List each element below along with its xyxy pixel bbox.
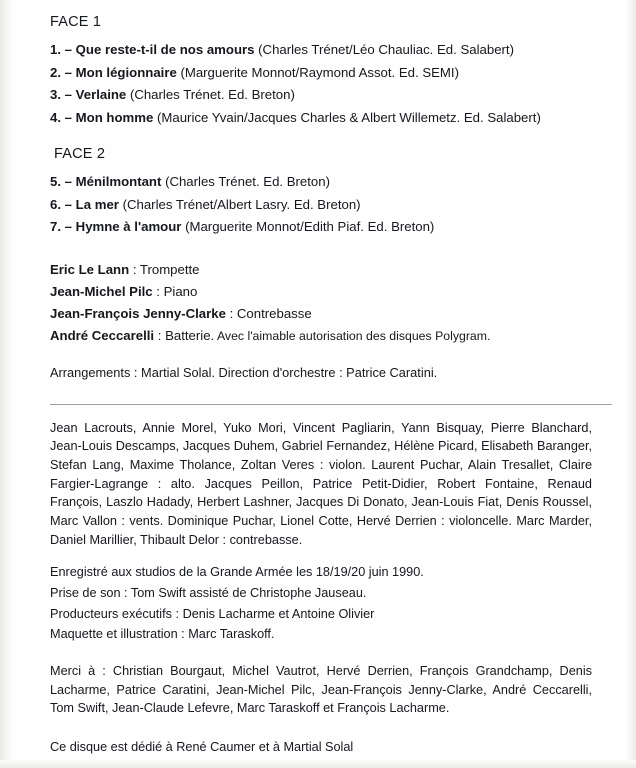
track-number: 5. – bbox=[50, 173, 72, 189]
track-item bbox=[50, 216, 618, 239]
personnel-name: Eric Le Lann bbox=[50, 261, 130, 277]
track-credit: (Charles Trénet/Léo Chauliac. Ed. Salabert) bbox=[258, 42, 514, 57]
personnel-role: : Batterie. bbox=[154, 327, 215, 343]
track-number: 4. – bbox=[50, 110, 72, 126]
face-1-heading: FACE 1 bbox=[50, 14, 102, 30]
production-line: Producteurs exécutifs : Denis Lacharme et Antoine Olivier bbox=[50, 606, 375, 621]
face-1-track-list bbox=[50, 39, 618, 130]
track-item bbox=[50, 84, 618, 107]
track-title: Mon homme bbox=[75, 110, 154, 126]
track-number: 7. – bbox=[50, 219, 72, 235]
thanks-block bbox=[50, 662, 592, 718]
orchestra-credits-block bbox=[50, 419, 592, 550]
personnel-role: : Contrebasse bbox=[225, 305, 312, 321]
arrangements-line: Arrangements : Martial Solal. Direction d'orchestre : Patrice Caratini. bbox=[50, 364, 438, 380]
production-line: Maquette et illustration : Marc Taraskoff. bbox=[50, 627, 275, 642]
production-line: Enregistré aux studios de la Grande Armée les 18/19/20 juin 1990. bbox=[50, 565, 424, 580]
track-title: Que reste-t-il de nos amours bbox=[75, 42, 255, 57]
track-item bbox=[50, 39, 618, 62]
face-2-track-list bbox=[50, 171, 618, 239]
track-item bbox=[50, 62, 618, 85]
track-title: Ménilmontant bbox=[75, 173, 162, 189]
dedication-text: Ce disque est dédié à René Caumer et à Martial Solal bbox=[50, 740, 354, 755]
orchestra-credits-text: Jean Lacrouts, Annie Morel, Yuko Mori, Vincent Pagliarin, Yann Bisquay, Pierre Blanchard, Jean-Louis Descamps, Jacques Duhem, Gabriel Fernandez, Hélène Picard, Elisabeth Baranger, Stefan Lang, Maxime Tholance, Zoltan Veres : violon. Laurent Puchar, Alain Tresallet, Claire Fargier-Lagrange : alto. Jacques Peillon, Patrice Petit-Didier, Robert Fontaine, Renaud François, Laszlo Hadady, Herbert Lashner, Jacques Di Donato, Jean-Louis Fiat, Denis Roussel, Marc Vallon : vents. Dominique Puchar, Lionel Cotte, Hervé Derrien : violoncelle. Marc Marder, Daniel Marillier, Thibault Delor : contrebasse. bbox=[50, 420, 592, 547]
personnel-role: : Trompette bbox=[129, 261, 200, 277]
track-title: La mer bbox=[75, 196, 119, 212]
personnel-name: Jean-Michel Pilc bbox=[50, 283, 153, 299]
track-title: Mon légionnaire bbox=[75, 64, 177, 80]
track-credit: (Maurice Yvain/Jacques Charles & Albert Willemetz. Ed. Salabert) bbox=[157, 110, 541, 126]
personnel-row bbox=[50, 281, 618, 303]
production-line: Prise de son : Tom Swift assisté de Christophe Jauseau. bbox=[50, 586, 367, 601]
track-item bbox=[50, 194, 618, 217]
track-credit: (Charles Trénet. Ed. Breton) bbox=[165, 173, 330, 189]
track-credit: (Marguerite Monnot/Edith Piaf. Ed. Breton) bbox=[185, 219, 435, 235]
track-item bbox=[50, 171, 618, 194]
track-number: 2. – bbox=[50, 64, 72, 80]
personnel-name: Jean-François Jenny-Clarke bbox=[50, 305, 226, 321]
personnel-list bbox=[50, 259, 618, 347]
track-credit: (Charles Trénet. Ed. Breton) bbox=[129, 87, 295, 103]
track-title: Hymne à l'amour bbox=[75, 219, 182, 235]
section-divider bbox=[50, 404, 612, 405]
face-2-heading: FACE 2 bbox=[54, 145, 106, 162]
personnel-name: André Ceccarelli bbox=[50, 327, 155, 343]
thanks-text: Merci à : Christian Bourgaut, Michel Vautrot, Hervé Derrien, François Grandchamp, Denis Lacharme, Patrice Caratini, Jean-Michel Pilc, Jean-François Jenny-Clarke, André Ceccarelli, Tom Swift, Jean-Claude Lefevre, Marc Taraskoff et François Lacharme. bbox=[50, 664, 592, 716]
personnel-role: : Piano bbox=[152, 283, 198, 299]
personnel-extra: Avec l'aimable autorisation des disques Polygram. bbox=[214, 328, 491, 343]
personnel-row bbox=[50, 303, 618, 325]
track-item bbox=[50, 107, 618, 130]
track-number: 1. – bbox=[50, 42, 72, 57]
track-number: 6. – bbox=[50, 196, 72, 212]
production-block bbox=[50, 563, 592, 644]
track-title: Verlaine bbox=[75, 87, 127, 103]
personnel-row bbox=[50, 259, 618, 281]
track-credit: (Charles Trénet/Albert Lasry. Ed. Breton) bbox=[122, 196, 361, 212]
personnel-row bbox=[50, 325, 618, 347]
dedication-line bbox=[50, 738, 592, 757]
track-credit: (Marguerite Monnot/Raymond Assot. Ed. SEMI) bbox=[180, 64, 459, 80]
track-number: 3. – bbox=[50, 87, 72, 103]
